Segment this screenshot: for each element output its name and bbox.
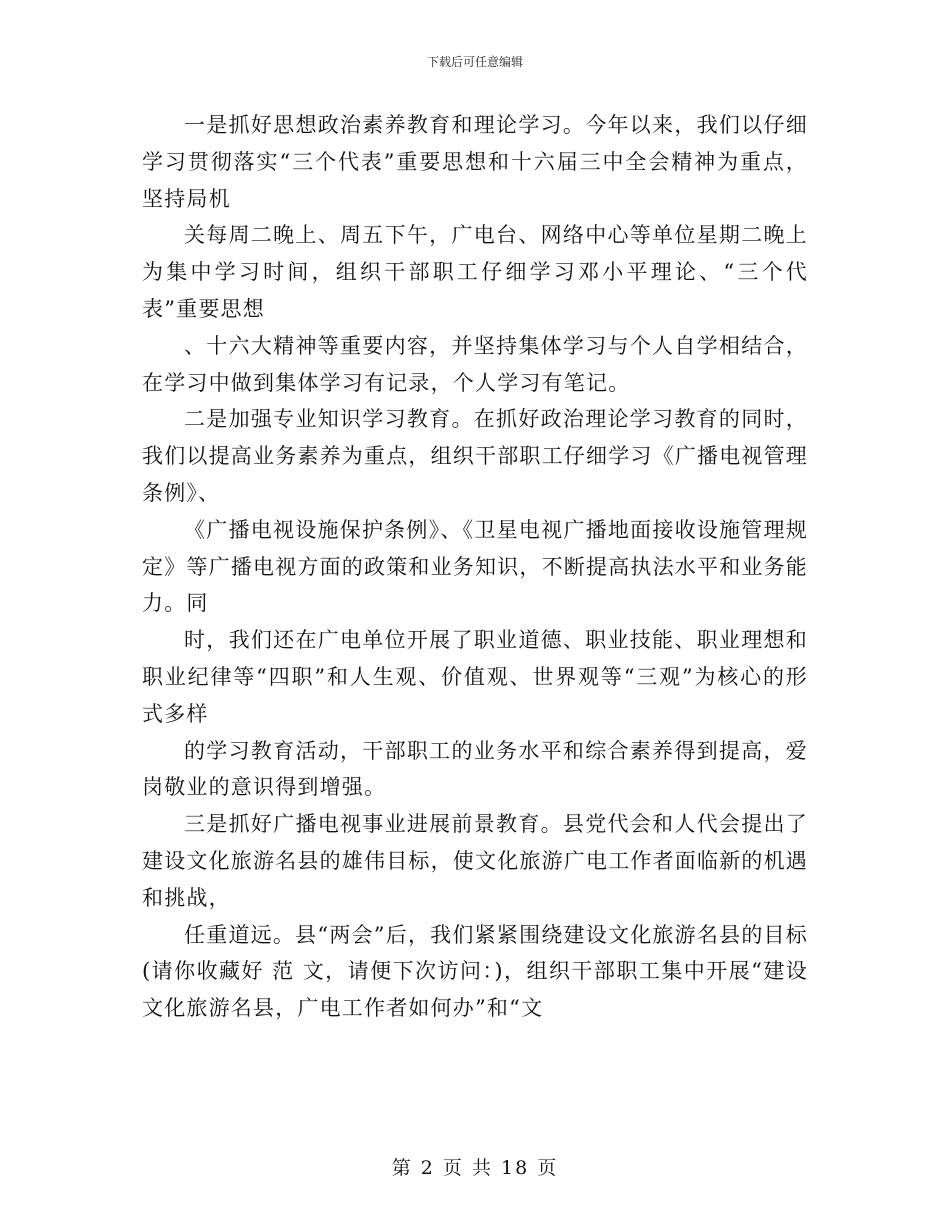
paragraph: 关每周二晚上、周五下午，广电台、网络中心等单位星期二晚上为集中学习时间，组织干部职工仔细学习邓小平理论、“三个代表”重要思想 [142,223,808,321]
paragraph: 的学习教育活动，干部职工的业务水平和综合素养得到提高，爱岗敬业的意识得到增强。 [142,738,808,800]
paragraph: 三是抓好广播电视事业进展前景教育。县党代会和人代会提出了建设文化旅游名县的雄伟目标，使文化旅游广电工作者面临新的机遇和挑战， [142,812,808,910]
paragraph: 二是加强专业知识学习教育。在抓好政治理论学习教育的同时，我们以提高业务素养为重点，组织干部职工仔细学习《广播电视管理条例》、 [142,407,808,505]
paragraph: 《广播电视设施保护条例》、《卫星电视广播地面接收设施管理规定》等广播电视方面的政策和业务知识，不断提高执法水平和业务能力。同 [142,517,808,616]
paragraph: 一是抓好思想政治素养教育和理论学习。今年以来，我们以仔细学习贯彻落实“三个代表”重要思想和十六届三中全会精神为重点，坚持局机 [142,113,808,211]
body-text [142,107,808,1027]
header-note: 下载后可任意编辑 [426,55,523,69]
paragraph: 、十六大精神等重要内容，并坚持集体学习与个人自学相结合，在学习中做到集体学习有记录，个人学习有笔记。 [142,333,808,395]
page-number-footer: 第 2 页 共 18 页 [391,1157,559,1179]
paragraph: 时，我们还在广电单位开展了职业道德、职业技能、职业理想和职业纪律等“四职”和人生观、价值观、世界观等“三观”为核心的形式多样 [142,628,808,726]
paragraph: 任重道远。县“两会”后，我们紧紧围绕建设文化旅游名县的目标(请你收藏好 范 文，请便下次访问：)，组织干部职工集中开展“建设文化旅游名县，广电工作者如何办”和“文 [142,922,808,1021]
